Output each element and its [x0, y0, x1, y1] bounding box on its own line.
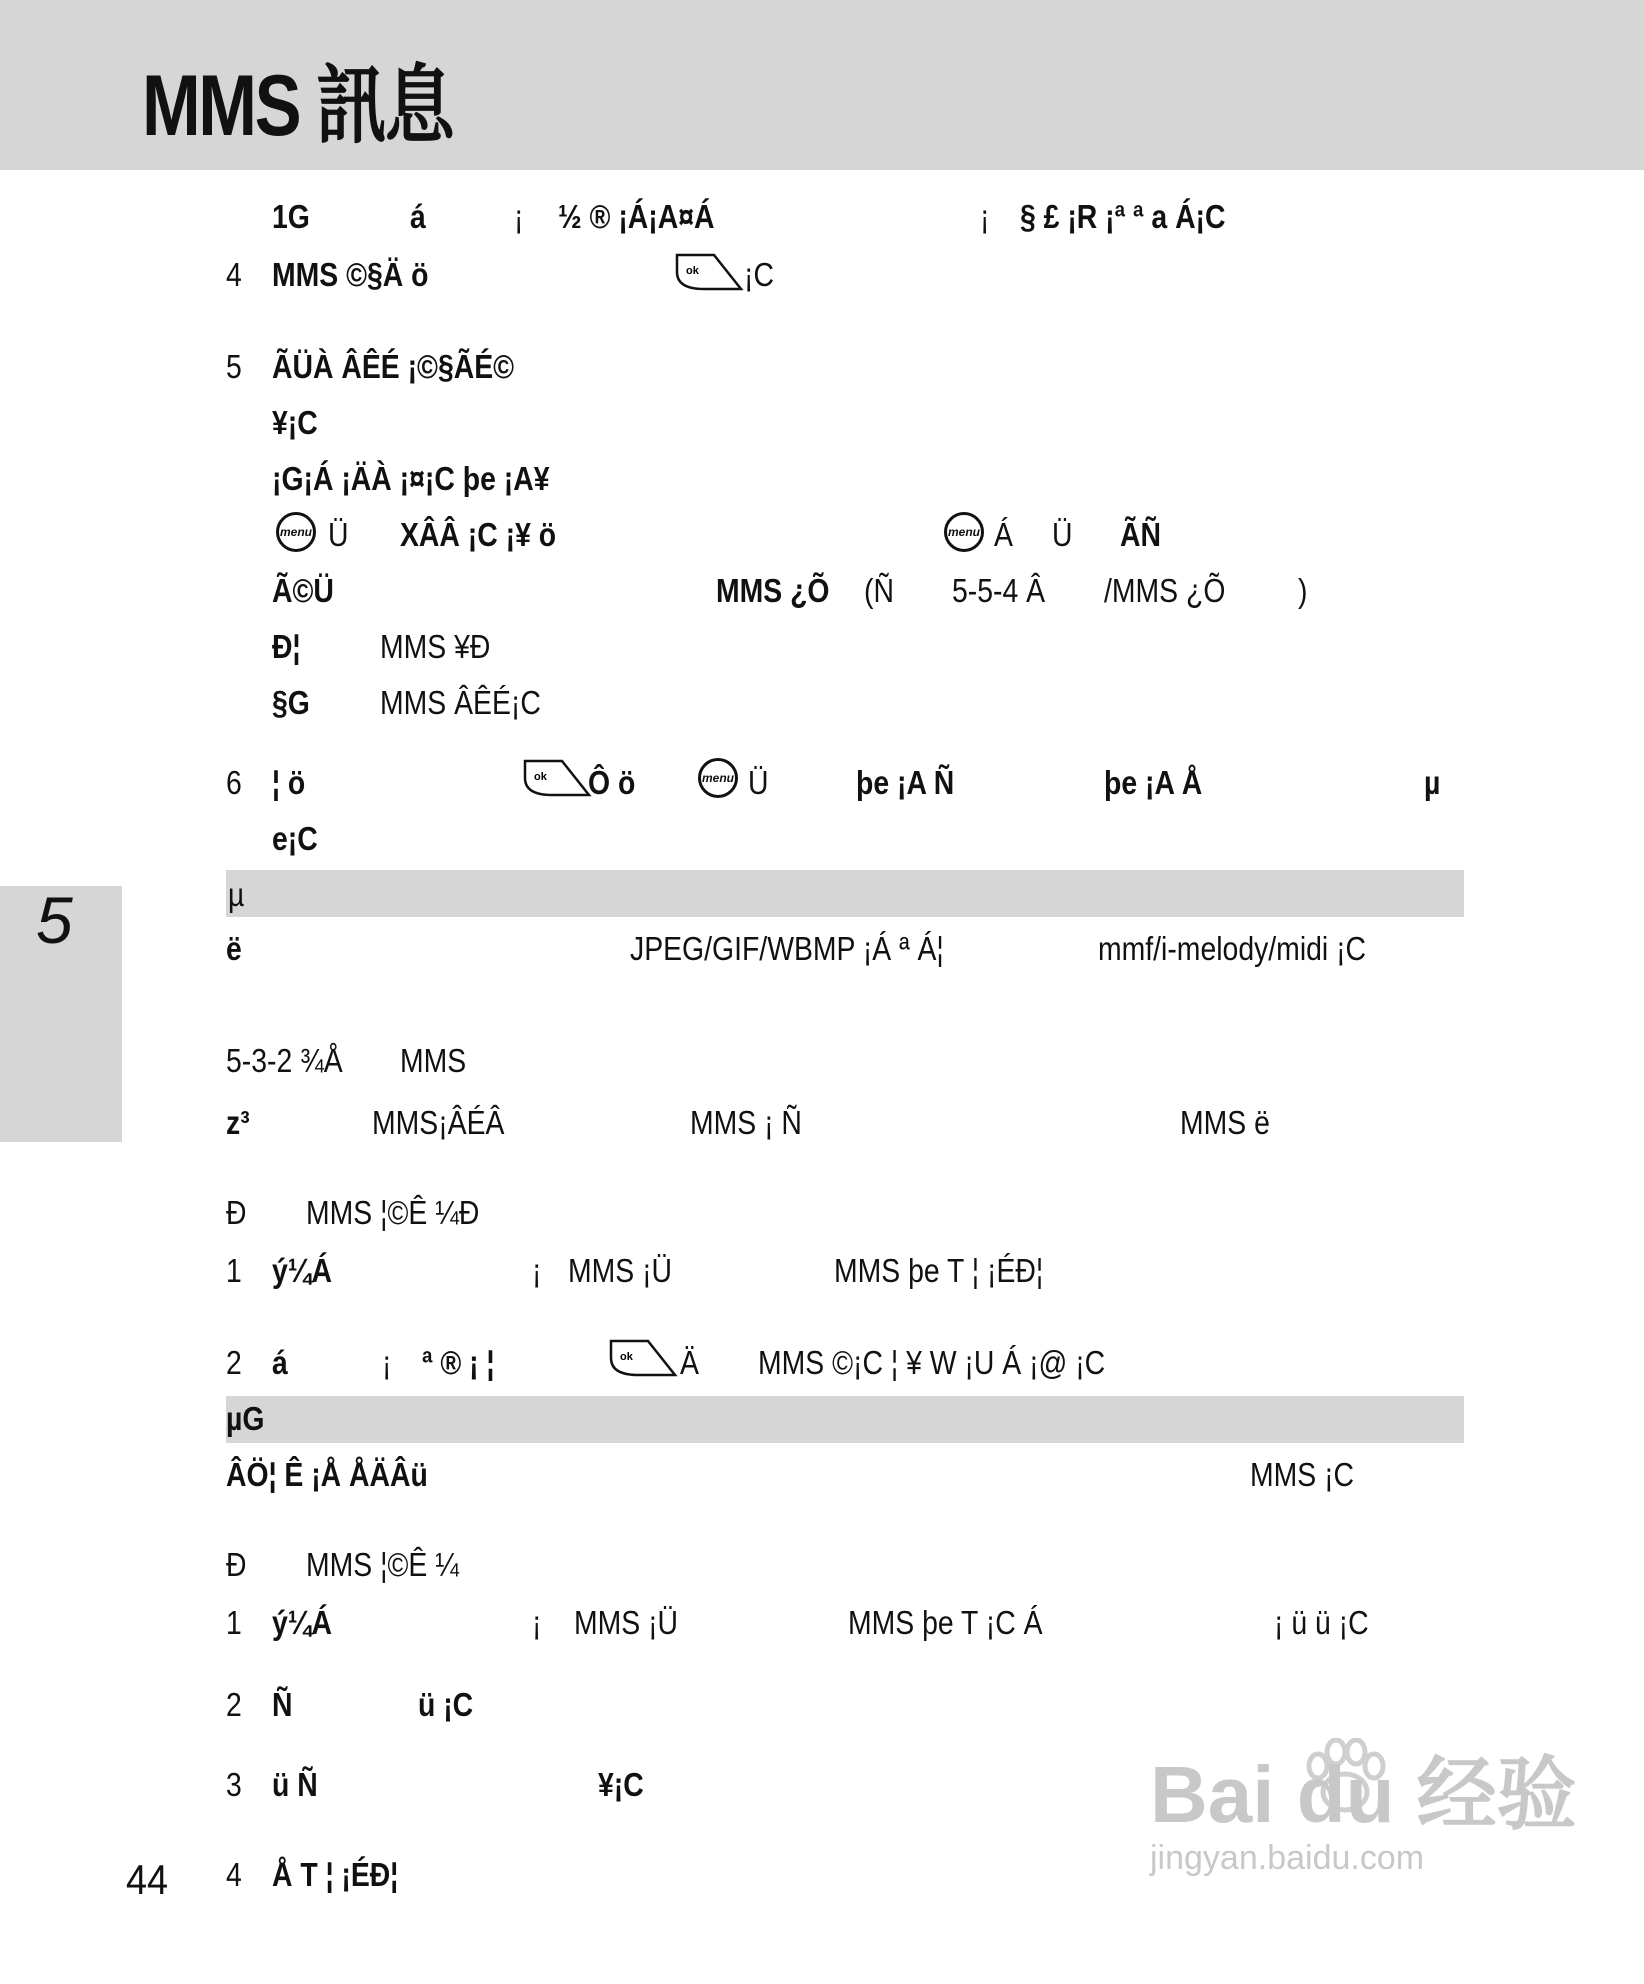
subsection-marker: Ð: [226, 1546, 247, 1583]
note-label: µG: [226, 1400, 265, 1437]
text-line: þe ¡A Å: [1104, 764, 1203, 801]
step-number: 1: [226, 1252, 242, 1289]
step-number: 6: [226, 764, 242, 801]
note-bar: [226, 1396, 1464, 1443]
text-line: Ä: [680, 1344, 699, 1381]
text-line: MMS þe T ¡C Á: [848, 1604, 1043, 1641]
subsection-marker: Ð: [226, 1194, 247, 1231]
text-line: MMS ¡Ü: [568, 1252, 673, 1289]
text-line: ): [1298, 572, 1308, 609]
text-line: MMS ¥Ð: [380, 628, 491, 665]
text-line: ÃÑ: [1120, 516, 1161, 553]
text-line: ü Ñ: [272, 1766, 318, 1803]
step-number: 4: [226, 256, 242, 293]
text-line: Ã©Ü: [272, 572, 334, 609]
text-line: MMS ©§Ä ö: [272, 256, 429, 293]
ok-key-icon: [608, 1338, 678, 1378]
section-title: MMS: [400, 1042, 467, 1079]
text-line: MMS ë: [1180, 1104, 1270, 1141]
text-line: ¥¡C: [272, 404, 318, 441]
note-label: µ: [228, 876, 245, 913]
watermark-brand: Bai du 经验: [1150, 1750, 1577, 1839]
text-line: MMS þe T ¦ ¡ÉÐ¦: [834, 1252, 1044, 1289]
step-number: 3: [226, 1766, 242, 1803]
text-line: ý¼Á: [272, 1604, 332, 1641]
svg-text:ok: ok: [534, 771, 547, 783]
text-line: 1G: [272, 198, 310, 235]
ok-key-icon: [674, 252, 744, 292]
text-line: ÃÜÀ ÂÊÉ ¡©§ÃÉ©: [272, 348, 515, 385]
text-line: ¡: [532, 1252, 542, 1289]
text-line: ü ¡C: [418, 1686, 474, 1723]
text-line: á: [410, 198, 426, 235]
chapter-tab-number: 5: [36, 883, 73, 957]
svg-text:ok: ok: [620, 1351, 633, 1363]
subsection-title: MMS ¦©Ê ¼: [306, 1546, 459, 1583]
text-line: ¥¡C: [598, 1766, 644, 1803]
note-bar: [226, 870, 1464, 917]
text-line: ÂÖ¦ Ê ¡Å ÅÄÂü: [226, 1456, 428, 1493]
text-line: 5-5-4 Â: [952, 572, 1046, 609]
step-number: 1: [226, 1604, 242, 1641]
text-line: JPEG/GIF/WBMP ¡Á ª Á¦: [630, 930, 944, 967]
text-line: §G: [272, 684, 310, 721]
text-line: ª ® ¡ ¦: [422, 1344, 495, 1381]
text-line: ¡ ü ü ¡C: [1274, 1604, 1369, 1641]
text-line: § £ ¡R ¡ª ª a Á¡C: [1020, 198, 1226, 235]
ok-key-icon: [522, 758, 592, 798]
watermark: [1150, 1730, 1577, 1878]
text-line: mmf/i-melody/midi ¡C: [1098, 930, 1367, 967]
text-line: Å T ¦ ¡ÉÐ¦: [272, 1856, 399, 1893]
text-line: Ð¦: [272, 628, 301, 665]
page-title: MMS 訊息: [142, 58, 453, 154]
watermark-url: jingyan.baidu.com: [1150, 1839, 1425, 1877]
text-line: ½ ® ¡Á¡A¤Á: [558, 198, 715, 235]
text-line: MMS ¡ Ñ: [690, 1104, 802, 1141]
text-line: Ü: [748, 764, 769, 801]
text-line: ¡: [980, 198, 990, 235]
step-number: 2: [226, 1686, 242, 1723]
text-line: ¡: [514, 198, 524, 235]
text-line: Ü: [1052, 516, 1073, 553]
text-line: MMS ¿Õ: [716, 572, 830, 609]
text-line: ¡: [382, 1344, 392, 1381]
text-line: MMS ©¡C ¦ ¥ W ¡U Á ¡@ ¡C: [758, 1344, 1106, 1381]
text-line: Ô ö: [588, 764, 636, 801]
text-line: ¡: [532, 1604, 542, 1641]
svg-text:ok: ok: [686, 265, 699, 277]
subsection-title: MMS ¦©Ê ¼Ð: [306, 1194, 480, 1231]
text-line: e¡C: [272, 820, 318, 857]
section-number: 5-3-2 ¾Å: [226, 1042, 343, 1079]
text-line: Ñ: [272, 1686, 293, 1723]
text-line: á: [272, 1344, 288, 1381]
text-line: MMS ¡C: [1250, 1456, 1355, 1493]
text-line: MMS¡ÂÉÂ: [372, 1104, 505, 1141]
step-number: 2: [226, 1344, 242, 1381]
step-number: 5: [226, 348, 242, 385]
text-line: XÂÂ ¡C ¡¥ ö: [400, 516, 557, 553]
text-line: MMS ¡Ü: [574, 1604, 679, 1641]
text-line: µ: [1424, 764, 1441, 801]
text-line: Ü: [328, 516, 349, 553]
text-line: ë: [226, 930, 242, 967]
text-line: MMS ÂÊÉ¡C: [380, 684, 541, 721]
text-line: ¡C: [744, 256, 774, 293]
page-number: 44: [126, 1856, 169, 1903]
step-number: 4: [226, 1856, 242, 1893]
text-line: /MMS ¿Õ: [1104, 572, 1226, 609]
text-line: (Ñ: [864, 572, 894, 609]
menu-key-icon: menu: [944, 512, 984, 552]
text-line: z³: [226, 1104, 250, 1141]
text-line: ¦ ö: [272, 764, 306, 801]
text-line: ý¼Á: [272, 1252, 332, 1289]
text-line: þe ¡A Ñ: [856, 764, 955, 801]
menu-key-icon: menu: [698, 758, 738, 798]
text-line: ¡G¡Á ¡ÄÀ ¡¤¡C þe ¡A¥: [272, 460, 550, 497]
menu-key-icon: menu: [276, 512, 316, 552]
text-line: Á: [994, 516, 1013, 553]
